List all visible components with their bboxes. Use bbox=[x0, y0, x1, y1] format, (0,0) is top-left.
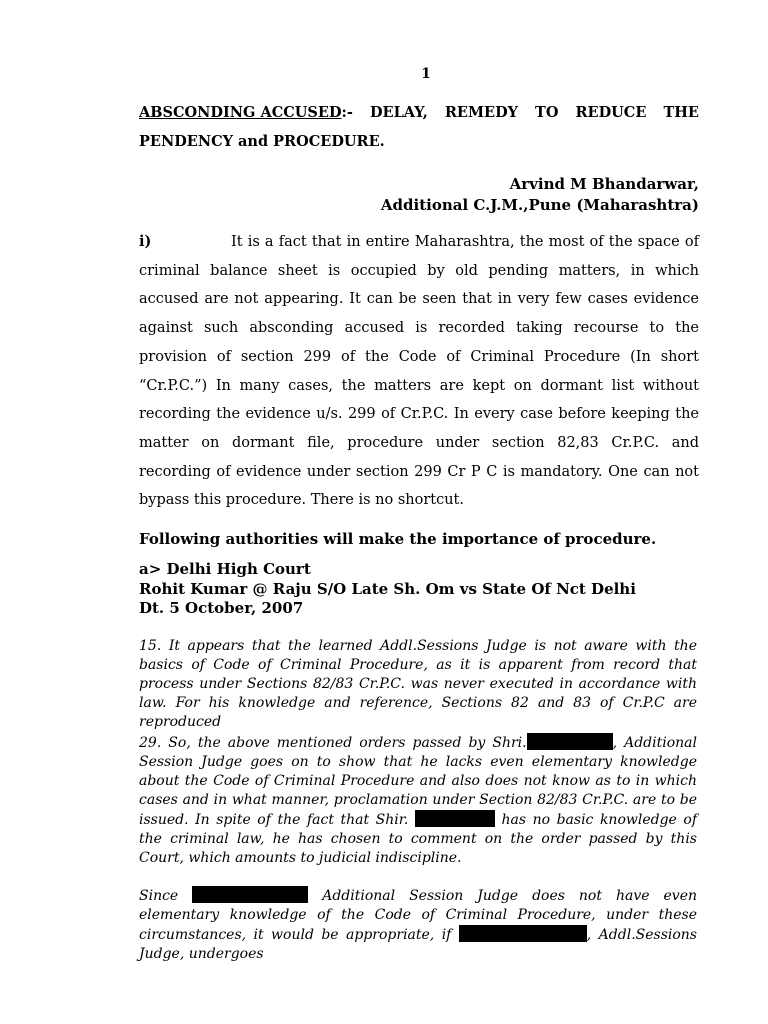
redaction-block bbox=[459, 925, 587, 942]
quote-text: , Addl.Sessions Judge, undergoes bbox=[139, 927, 697, 962]
quote-text: Additional Session Judge does not have even elementary knowledge of the Code of Criminal Procedure, under these circumstances, it would be appropriate, if bbox=[139, 888, 698, 943]
author-designation: Additional C.J.M.,Pune (Maharashtra) bbox=[380, 196, 699, 214]
case-court: a> Delhi High Court bbox=[139, 560, 311, 578]
paragraph-label: i) bbox=[139, 233, 152, 250]
quote-text: , Additional Session Judge goes on to show that he lacks even elementary knowledge about the Code of Criminal Procedure and also does not know as to in which cases and in what manner, proclamation under Section 82/83 Cr.P.C. are to be issued. In spite of the fact that Shir. bbox=[139, 735, 697, 828]
title-word: TO bbox=[535, 104, 559, 121]
authorities-heading: Following authorities will make the importance of procedure. bbox=[139, 530, 657, 548]
title-word: REDUCE bbox=[575, 104, 647, 121]
quote-text: has no basic knowledge of the criminal law, he has chosen to comment on the order passed by this Court, which amounts to judicial indiscipline. bbox=[139, 812, 697, 866]
title-word: THE bbox=[663, 104, 699, 121]
title-word: DELAY, bbox=[369, 104, 428, 121]
page-number: 1 bbox=[421, 66, 431, 82]
quote-text: Since bbox=[139, 888, 179, 904]
title-line-1 bbox=[139, 98, 699, 127]
title-word: :- bbox=[341, 104, 353, 121]
case-date: Dt. 5 October, 2007 bbox=[139, 599, 304, 617]
title-word: REMEDY bbox=[444, 104, 518, 121]
case-parties: Rohit Kumar @ Raju S/O Late Sh. Om vs State Of Nct Delhi bbox=[139, 579, 636, 598]
quote-para-29 bbox=[139, 733, 697, 868]
redaction-block bbox=[192, 886, 308, 903]
title-first-word bbox=[139, 98, 353, 127]
author-name: Arvind M Bhandarwar, bbox=[509, 175, 699, 193]
quote-para-15: 15. It appears that the learned Addl.Sessions Judge is not aware with the basics of Code of Criminal Procedure, as it is apparent from record that process under Sections 82/83 Cr.P.C. was never executed in accordance with law. For his knowledge and reference, Sections 82 and 83 of Cr.P.C are reproduced bbox=[139, 638, 697, 730]
title-underlined: ABSCONDING ACCUSED bbox=[139, 104, 342, 121]
redaction-block bbox=[527, 733, 613, 750]
author-block bbox=[139, 174, 699, 216]
quote-para-since bbox=[139, 886, 697, 964]
quote-text: 29. So, the above mentioned orders passed by Shri. bbox=[139, 735, 527, 751]
case-citation bbox=[139, 560, 699, 619]
document-title bbox=[139, 98, 699, 156]
redaction-block bbox=[415, 810, 495, 827]
paragraph-text: It is a fact that in entire Maharashtra, the most of the space of criminal balance sheet is occupied by old pending matters, in which accused are not appearing. It can be seen that in very few cases evidence against such absconding accused is recorded taking recourse to the provision of section 299 of the Code of Criminal Procedure (In short “Cr.P.C.”) In many cases, the matters are kept on dormant list without recording the evidence u/s. 299 of Cr.P.C. In every case before keeping the matter on dormant file, procedure under section 82,83 Cr.P.C. and recording of evidence under section 299 Cr P C is mandatory. One can not bypass this procedure. There is no shortcut. bbox=[139, 234, 699, 509]
paragraph-i bbox=[139, 228, 699, 515]
title-line-2: PENDENCY and PROCEDURE. bbox=[139, 133, 385, 150]
